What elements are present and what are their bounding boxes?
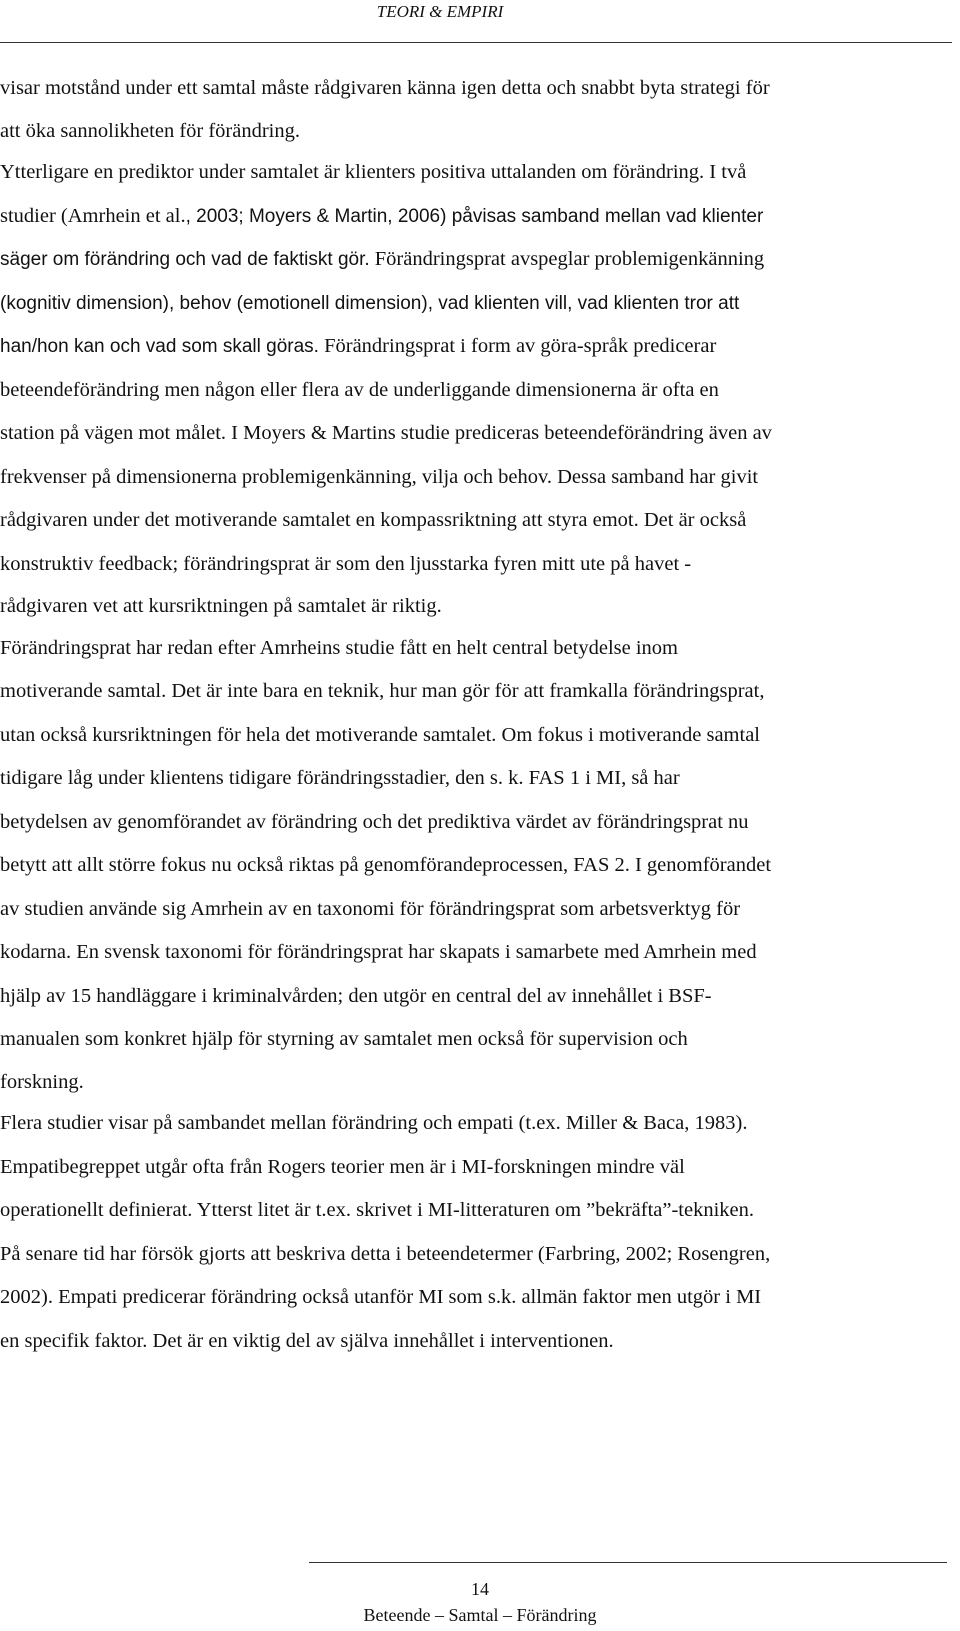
- text-line-7: [0, 325, 955, 369]
- text-line-2: att öka sannolikheten för förändring.: [0, 119, 301, 142]
- text-line-20: av studien använde sig Amrhein av en taxonomi för förändringsprat som arbetsverktyg för: [0, 897, 741, 920]
- text-segment-serif: studier (Amrhein et al.: [0, 204, 186, 227]
- text-line-19: betytt att allt större fokus nu också riktas på genomförandeprocessen, FAS 2. I genomförandet: [0, 854, 772, 876]
- footer-title: Beteende – Samtal – Förändring: [363, 1605, 597, 1625]
- text-segment-sans: , 2003; Moyers & Martin, 2006) påvisas samband mellan vad klienter: [185, 205, 764, 227]
- text-line-25: Flera studier visar på sambandet mellan förändring och empati (t.ex. Miller & Baca, 1983).: [0, 1112, 748, 1134]
- header-divider: [0, 42, 952, 43]
- text-line-30: en specifik faktor. Det är en viktig del av själva innehållet i interventionen.: [0, 1329, 614, 1352]
- text-line-29: 2002). Empati predicerar förändring också utanför MI som s.k. allmän faktor men utgör i MI: [0, 1286, 762, 1308]
- text-line-5: [0, 238, 955, 282]
- text-line-9: station på vägen mot målet. I Moyers & Martins studie prediceras beteendeförändring även av: [0, 422, 772, 444]
- text-line-11: rådgivaren under det motiverande samtalet en kompassriktning att styra emot. Det är också: [0, 509, 747, 531]
- text-line-12: konstruktiv feedback; förändringsprat är som den ljusstarka fyren mitt ute på havet -: [0, 552, 692, 575]
- text-line-15: motiverande samtal. Det är inte bara en teknik, hur man gör för att framkalla förändringsprat,: [0, 680, 765, 702]
- text-segment-serif: Förändringsprat avspeglar problemigenkänning: [369, 248, 765, 270]
- text-line-14: Förändringsprat har redan efter Amrheins studie fått en helt central betydelse inom: [0, 636, 678, 659]
- text-line-23: manualen som konkret hjälp för styrning av samtalet men också för supervision och: [0, 1028, 688, 1050]
- text-line-24: forskning.: [0, 1070, 84, 1093]
- running-header: TEORI & EMPIRI: [376, 2, 504, 21]
- text-line-17: tidigare låg under klientens tidigare förändringsstadier, den s. k. FAS 1 i MI, så har: [0, 767, 680, 789]
- text-line-22: hjälp av 15 handläggare i kriminalvården; den utgör en central del av innehållet i BSF-: [0, 984, 712, 1007]
- text-line-4: [0, 195, 955, 239]
- text-line-16: utan också kursriktningen för hela det motiverande samtalet. Om fokus i motiverande samtal: [0, 723, 760, 746]
- text-line-6: (kognitiv dimension), behov (emotionell dimension), vad klienten vill, vad klienten tror att: [0, 292, 740, 314]
- footer-divider: [309, 1562, 947, 1563]
- text-segment-serif: Förändringsprat i form av göra-språk predicerar: [318, 335, 717, 357]
- text-line-27: operationellt definierat. Ytterst litet är t.ex. skrivet i MI-litteraturen om ”bekräfta”-tekniken.: [0, 1199, 755, 1221]
- text-line-28: På senare tid har försök gjorts att beskriva detta i beteendetermer (Farbring, 2002; Rosengren,: [0, 1242, 771, 1265]
- text-line-10: frekvenser på dimensionerna problemigenkänning, vilja och behov. Dessa samband har givit: [0, 465, 759, 488]
- body-text: [0, 67, 955, 1363]
- text-segment-sans: han/hon kan och vad som skall göras.: [0, 336, 319, 357]
- text-line-13: rådgivaren vet att kursriktningen på samtalet är riktig.: [0, 595, 442, 617]
- text-line-8: beteendeförändring men någon eller flera av de underliggande dimensionerna är ofta en: [0, 378, 719, 401]
- text-line-18: betydelsen av genomförandet av förändring och det prediktiva värdet av förändringsprat nu: [0, 810, 749, 833]
- text-line-21: kodarna. En svensk taxonomi för förändringsprat har skapats i samarbete med Amrhein med: [0, 941, 757, 963]
- text-segment-sans: säger om förändring och vad de faktiskt gör.: [0, 249, 370, 270]
- text-line-1: visar motstånd under ett samtal måste rådgivaren känna igen detta och snabbt byta strategi för: [0, 77, 770, 99]
- text-line-26: Empatibegreppet utgår ofta från Rogers teorier men är i MI-forskningen mindre väl: [0, 1155, 685, 1178]
- page-number: 14: [471, 1579, 489, 1599]
- text-line-3: Ytterligare en prediktor under samtalet är klienters positiva uttalanden om förändring. I två: [0, 161, 747, 183]
